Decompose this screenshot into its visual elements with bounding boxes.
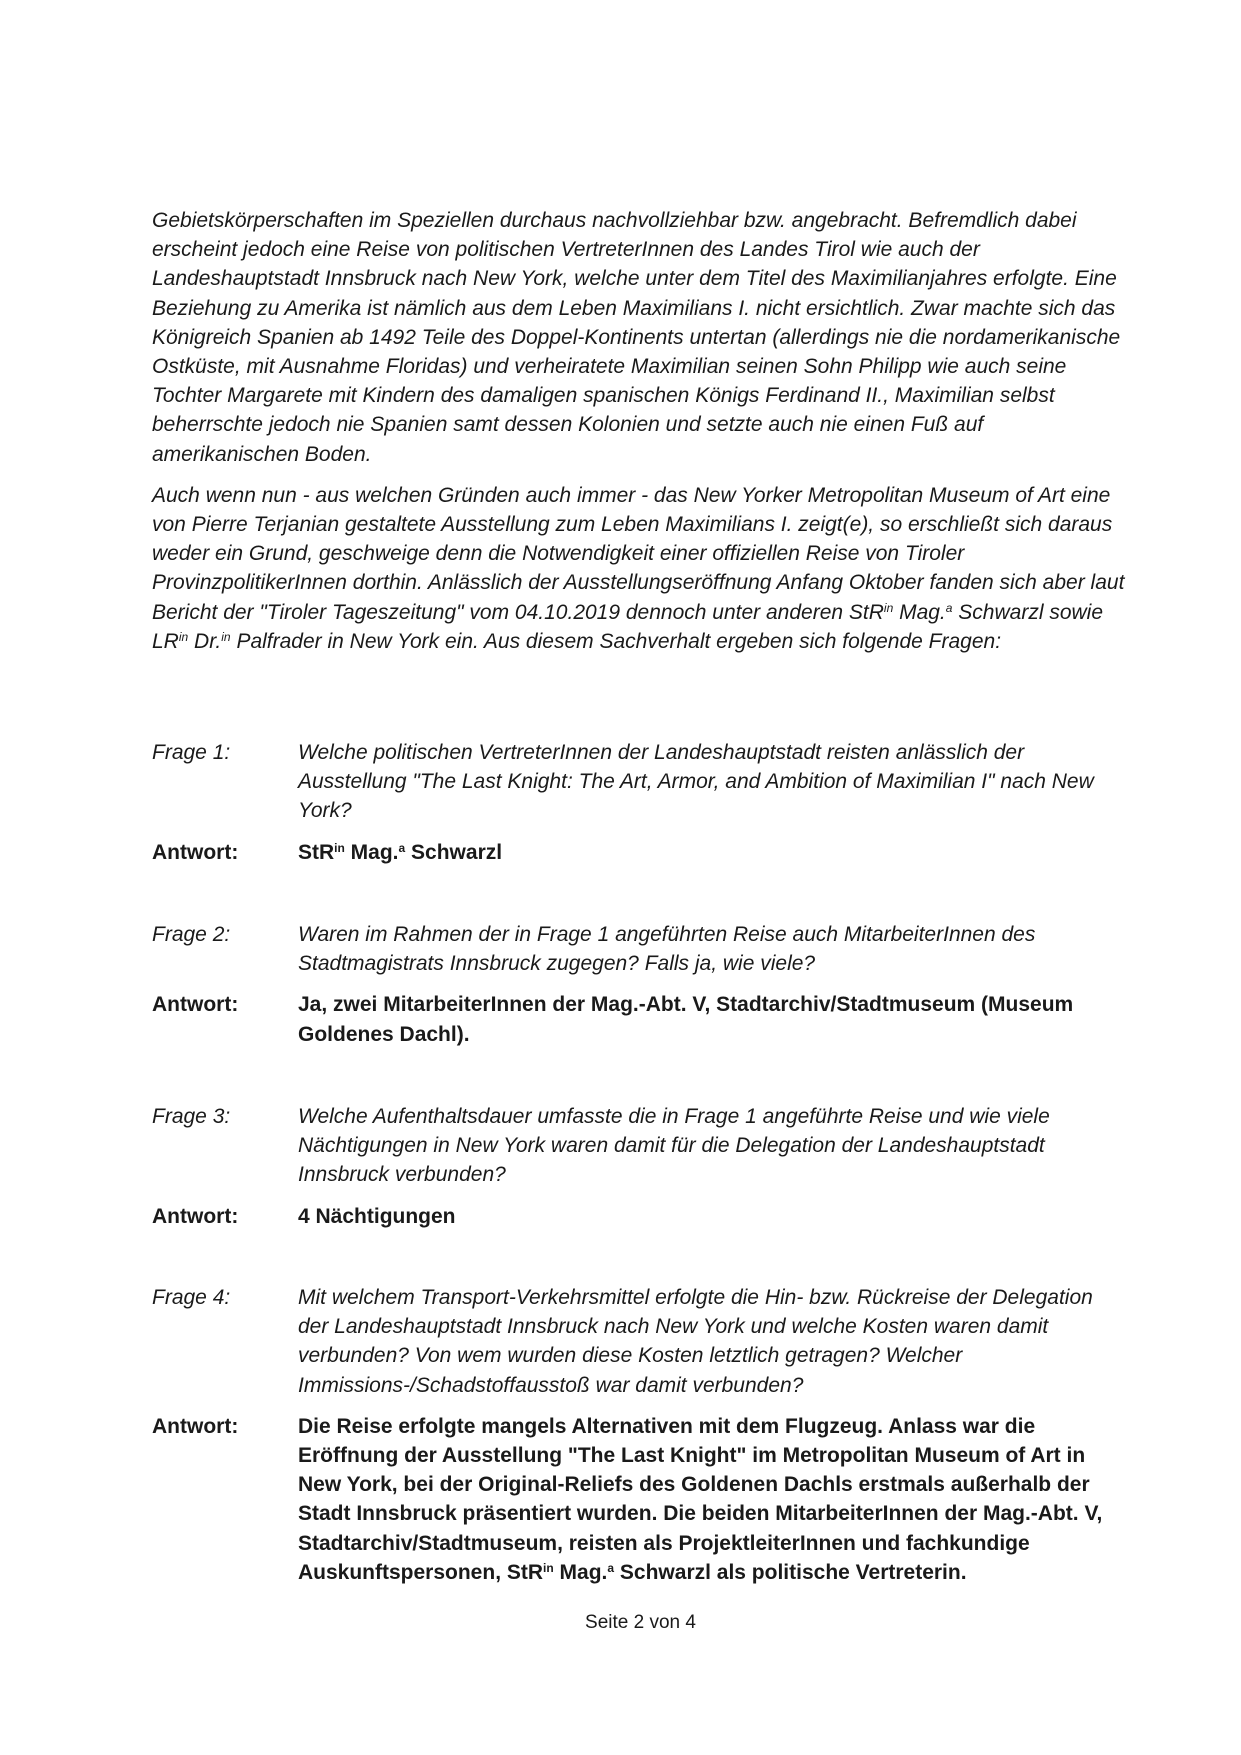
answer-label: Antwort: bbox=[152, 993, 239, 1017]
qa-block-3 bbox=[152, 1102, 1127, 1231]
intro-section bbox=[152, 206, 1127, 668]
answer-1 bbox=[152, 838, 1127, 867]
answer-2 bbox=[152, 990, 1127, 1048]
qa-block-2 bbox=[152, 920, 1127, 1049]
qa-block-4 bbox=[152, 1283, 1127, 1587]
answer-label: Antwort: bbox=[152, 1414, 239, 1438]
page-number-footer: Seite 2 von 4 bbox=[585, 1612, 696, 1633]
intro-paragraph-1: Gebietskörperschaften im Speziellen durchaus nachvollziehbar bzw. angebracht. Befremdlich dabei erscheint jedoch eine Reise von politischen VertreterInnen des Landes Tirol wie auch der Landeshauptstadt Innsbruck nach New York, welche unter dem Titel des Maximilianjahres erfolgte. Eine Beziehung zu Amerika ist nämlich aus dem Leben Maximilians I. nicht ersichtlich. Zwar machte sich das Königreich Spanien ab 1492 Teile des Doppel-Kontinents untertan (allerdings nie die nordamerikanische Ostküste, mit Ausnahme Floridas) und verheiratete Maximilian seinen Sohn Philipp wie auch seine Tochter Margarete mit Kindern des damaligen spanischen Königs Ferdinand II., Maximilian selbst beherrschte jedoch nie Spanien samt dessen Kolonien und setzte auch nie einen Fuß auf amerikanischen Boden. bbox=[152, 209, 1121, 466]
question-text: Welche politischen VertreterInnen der Landeshauptstadt reisten anlässlich der Ausstellung "The Last Knight: The Art, Armor, and Ambition of Maximilian I" nach New York? bbox=[298, 741, 1094, 823]
question-3 bbox=[152, 1102, 1127, 1190]
answer-text: Die Reise erfolgte mangels Alternativen mit dem Flugzeug. Anlass war die Eröffnung der Ausstellung "The Last Knight" im Metropolitan Museum of Art in New York, bei der Original-Reliefs des Goldenen Dachls erstmals außerhalb der Stadt Innsbruck präsentiert wurden. Die beiden MitarbeiterInnen der Mag.-Abt. V, Stadtarchiv/Stadtmuseum, reisten als ProjektleiterInnen und fachkundige Auskunftspersonen, StR$^{in}$ Mag.$^a$ Schwarzl als politische Vertreterin. bbox=[298, 1414, 1103, 1584]
question-label: Frage 4: bbox=[152, 1286, 231, 1309]
question-text: Waren im Rahmen der in Frage 1 angeführten Reise auch MitarbeiterInnen des Stadtmagistrats Innsbruck zugegen? Falls ja, wie viele? bbox=[298, 923, 1036, 976]
question-label: Frage 1: bbox=[152, 741, 231, 764]
question-4 bbox=[152, 1283, 1127, 1400]
answer-text: StR$^{in}$ Mag.$^a$ Schwarzl bbox=[298, 840, 503, 864]
answer-label: Antwort: bbox=[152, 840, 239, 864]
question-1 bbox=[152, 738, 1127, 826]
answer-text: 4 Nächtigungen bbox=[298, 1204, 456, 1228]
question-label: Frage 3: bbox=[152, 1105, 231, 1128]
answer-text: Ja, zwei MitarbeiterInnen der Mag.-Abt. V, Stadtarchiv/Stadtmuseum (Museum Goldenes Dachl). bbox=[298, 993, 1074, 1046]
question-text: Mit welchem Transport-Verkehrsmittel erfolgte die Hin- bzw. Rückreise der Delegation der Landeshauptstadt Innsbruck nach New York und welche Kosten waren damit verbunden? Von wem wurden diese Kosten letztlich getragen? Welcher Immissions-/Schadstoffausstoß war damit verbunden? bbox=[298, 1286, 1093, 1397]
answer-3 bbox=[152, 1202, 1127, 1231]
answer-4 bbox=[152, 1412, 1127, 1587]
intro-paragraph-2: Auch wenn nun - aus welchen Gründen auch immer - das New Yorker Metropolitan Museum of Art eine von Pierre Terjanian gestaltete Ausstellung zum Leben Maximilians I. zeigt(e), so erschließt sich daraus weder ein Grund, geschweige denn die Notwendigkeit einer offiziellen Reise von Tiroler ProvinzpolitikerInnen dorthin. Anlässlich der Ausstellungseröffnung Anfang Oktober fanden sich aber laut Bericht der "Tiroler Tageszeitung" vom 04.10.2019 dennoch unter anderen StR$^{in}$ Mag.$^a$ Schwarzl sowie $LR^{in}$ Dr.$^{in}$ Palfrader in New York ein. Aus diesem Sachverhalt ergeben sich folgende Fragen: bbox=[152, 483, 1125, 653]
question-2 bbox=[152, 920, 1127, 978]
answer-label: Antwort: bbox=[152, 1204, 239, 1228]
question-label: Frage 2: bbox=[152, 923, 231, 946]
question-text: Welche Aufenthaltsdauer umfasste die in Frage 1 angeführte Reise und wie viele Nächtigungen in New York waren damit für die Delegation der Landeshauptstadt Innsbruck verbunden? bbox=[298, 1105, 1050, 1187]
qa-block-1 bbox=[152, 738, 1127, 867]
